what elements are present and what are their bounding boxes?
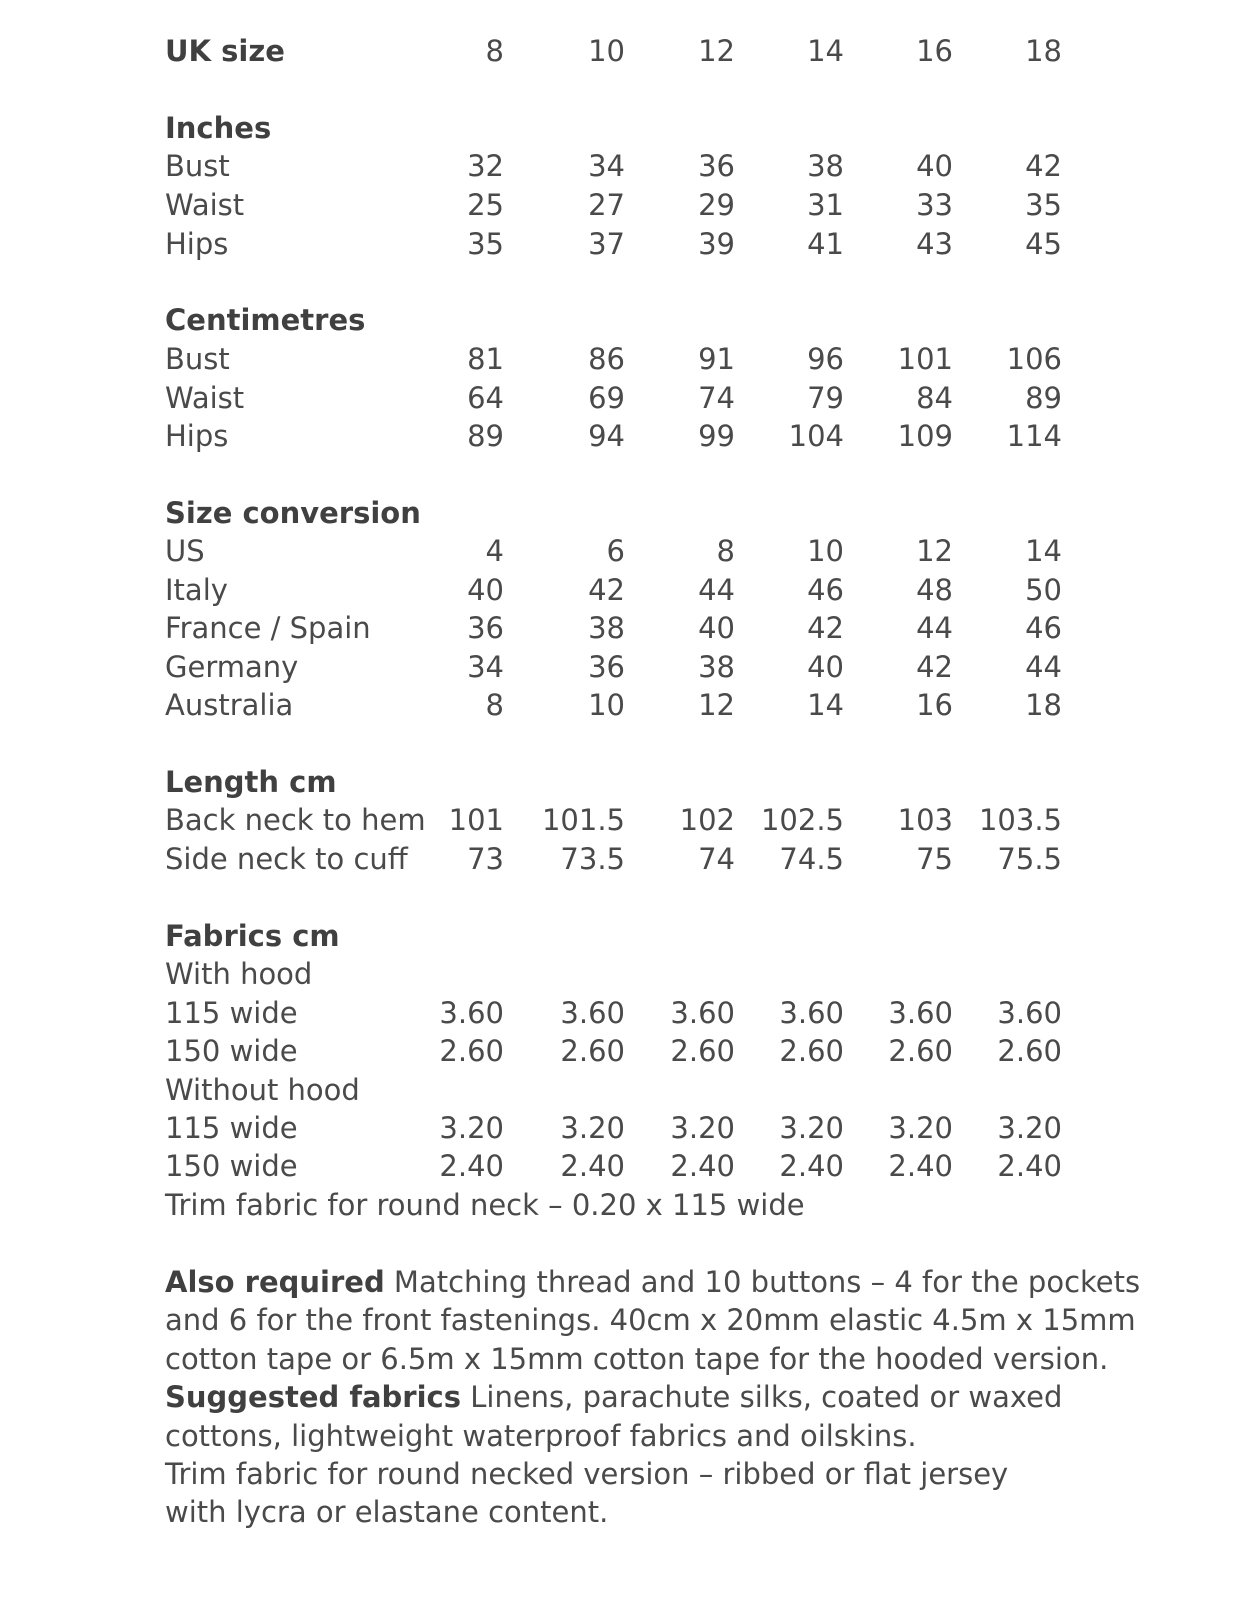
- trim-fabric-line: [165, 1455, 1105, 1494]
- row-label: Italy: [165, 573, 228, 607]
- row-label: US: [165, 534, 205, 568]
- size-value: 10: [588, 34, 625, 68]
- trim-fabric-line: [165, 1493, 1105, 1532]
- table-row: [0, 1147, 1240, 1186]
- cell-value: 2.40: [560, 1149, 625, 1183]
- table-row: [0, 147, 1240, 186]
- cell-value: 3.60: [560, 996, 625, 1030]
- cell-value: 2.40: [439, 1149, 504, 1183]
- cell-value: 35: [467, 227, 504, 261]
- inches-heading-row: [0, 109, 1240, 148]
- cell-value: 106: [1006, 342, 1062, 376]
- cell-value: 25: [467, 188, 504, 222]
- also-required-line: [165, 1340, 1109, 1379]
- cell-value: 114: [1006, 419, 1062, 453]
- suggested-fabrics-line: [165, 1417, 1105, 1456]
- also-required-line: [165, 1301, 1136, 1340]
- cell-value: 34: [588, 149, 625, 183]
- table-row: [0, 1109, 1240, 1148]
- cell-value: 94: [588, 419, 625, 453]
- cell-value: 2.60: [560, 1034, 625, 1068]
- cell-value: 2.60: [779, 1034, 844, 1068]
- cell-value: 99: [698, 419, 735, 453]
- cell-value: 96: [807, 342, 844, 376]
- also-required-label: Also required: [165, 1265, 385, 1299]
- cell-value: 38: [698, 650, 735, 684]
- cell-value: 12: [698, 688, 735, 722]
- cell-value: 6: [606, 534, 625, 568]
- cell-value: 81: [467, 342, 504, 376]
- cell-value: 40: [807, 650, 844, 684]
- length-heading: Length cm: [165, 765, 337, 799]
- table-row: [0, 994, 1240, 1033]
- cell-value: 14: [807, 688, 844, 722]
- cell-value: 79: [807, 381, 844, 415]
- inches-heading: Inches: [165, 111, 272, 145]
- cell-value: 31: [807, 188, 844, 222]
- cell-value: 103: [897, 803, 953, 837]
- also-required-text: and 6 for the front fastenings. 40cm x 20mm elastic 4.5m x 15mm: [165, 1303, 1136, 1337]
- cell-value: 37: [588, 227, 625, 261]
- cell-value: 42: [1025, 149, 1062, 183]
- size-value: 12: [698, 34, 735, 68]
- cell-value: 46: [1025, 611, 1062, 645]
- table-row: [0, 417, 1240, 456]
- cell-value: 2.40: [779, 1149, 844, 1183]
- table-row: [0, 532, 1240, 571]
- cell-value: 48: [916, 573, 953, 607]
- cell-value: 2.60: [997, 1034, 1062, 1068]
- cell-value: 102: [679, 803, 735, 837]
- cell-value: 29: [698, 188, 735, 222]
- suggested-fabrics-text: Linens, parachute silks, coated or waxed: [461, 1380, 1063, 1414]
- table-row: [0, 840, 1240, 879]
- cell-value: 40: [916, 149, 953, 183]
- without-hood-label: Without hood: [165, 1073, 360, 1107]
- size-value: 14: [807, 34, 844, 68]
- with-hood-row: [0, 955, 1240, 994]
- row-label: Waist: [165, 381, 245, 415]
- cell-value: 101.5: [541, 803, 625, 837]
- cell-value: 36: [588, 650, 625, 684]
- cell-value: 44: [1025, 650, 1062, 684]
- row-label: Bust: [165, 149, 230, 183]
- cell-value: 102.5: [760, 803, 844, 837]
- cell-value: 2.60: [670, 1034, 735, 1068]
- row-label: Side neck to cuff: [165, 842, 408, 876]
- cell-value: 101: [448, 803, 504, 837]
- trim-fabric-text: with lycra or elastane content.: [165, 1495, 609, 1529]
- cell-value: 34: [467, 650, 504, 684]
- fabrics-heading: Fabrics cm: [165, 919, 340, 953]
- trim-fabric-text: Trim fabric for round necked version – ribbed or flat jersey: [165, 1457, 1009, 1491]
- table-row: [0, 571, 1240, 610]
- cell-value: 8: [485, 688, 504, 722]
- cell-value: 42: [916, 650, 953, 684]
- cell-value: 91: [698, 342, 735, 376]
- cell-value: 3.60: [997, 996, 1062, 1030]
- cell-value: 33: [916, 188, 953, 222]
- row-label: Back neck to hem: [165, 803, 426, 837]
- cell-value: 75.5: [997, 842, 1062, 876]
- cell-value: 27: [588, 188, 625, 222]
- cell-value: 103.5: [978, 803, 1062, 837]
- cell-value: 44: [916, 611, 953, 645]
- cell-value: 89: [467, 419, 504, 453]
- row-label: 150 wide: [165, 1149, 298, 1183]
- cell-value: 2.40: [670, 1149, 735, 1183]
- cell-value: 3.60: [888, 996, 953, 1030]
- size-value: 8: [485, 34, 504, 68]
- cell-value: 74: [698, 381, 735, 415]
- cell-value: 14: [1025, 534, 1062, 568]
- uk-size-row: [0, 32, 1240, 71]
- suggested-fabrics-label: Suggested fabrics: [165, 1380, 462, 1414]
- cell-value: 12: [916, 534, 953, 568]
- cell-value: 73.5: [560, 842, 625, 876]
- cell-value: 38: [807, 149, 844, 183]
- cell-value: 104: [788, 419, 844, 453]
- without-hood-row: [0, 1071, 1240, 1110]
- cell-value: 36: [698, 149, 735, 183]
- row-label: 115 wide: [165, 1111, 298, 1145]
- suggested-fabrics-line: [165, 1378, 1105, 1417]
- row-label: Hips: [165, 227, 229, 261]
- cell-value: 43: [916, 227, 953, 261]
- cell-value: 8: [716, 534, 735, 568]
- cell-value: 3.20: [888, 1111, 953, 1145]
- length-heading-row: [0, 763, 1240, 802]
- table-row: [0, 648, 1240, 687]
- cell-value: 40: [698, 611, 735, 645]
- cell-value: 74: [698, 842, 735, 876]
- also-required-text: cotton tape or 6.5m x 15mm cotton tape for the hooded version.: [165, 1342, 1109, 1376]
- cell-value: 36: [467, 611, 504, 645]
- cell-value: 4: [485, 534, 504, 568]
- cell-value: 39: [698, 227, 735, 261]
- cell-value: 64: [467, 381, 504, 415]
- row-label: Hips: [165, 419, 229, 453]
- cell-value: 35: [1025, 188, 1062, 222]
- also-required-line: [165, 1263, 1141, 1302]
- cell-value: 38: [588, 611, 625, 645]
- cell-value: 50: [1025, 573, 1062, 607]
- table-row: [0, 801, 1240, 840]
- row-label: Bust: [165, 342, 230, 376]
- centimetres-heading: Centimetres: [165, 303, 366, 337]
- cell-value: 86: [588, 342, 625, 376]
- with-hood-label: With hood: [165, 957, 313, 991]
- cell-value: 42: [807, 611, 844, 645]
- row-label: 150 wide: [165, 1034, 298, 1068]
- cell-value: 3.60: [439, 996, 504, 1030]
- row-label: Australia: [165, 688, 294, 722]
- cell-value: 84: [916, 381, 953, 415]
- cell-value: 75: [916, 842, 953, 876]
- cell-value: 42: [588, 573, 625, 607]
- cell-value: 109: [897, 419, 953, 453]
- cell-value: 2.40: [997, 1149, 1062, 1183]
- conversion-heading: Size conversion: [165, 496, 421, 530]
- trim-note-row: [0, 1186, 1240, 1225]
- uk-size-label: UK size: [165, 34, 285, 68]
- cell-value: 44: [698, 573, 735, 607]
- cell-value: 89: [1025, 381, 1062, 415]
- row-label: Germany: [165, 650, 299, 684]
- centimetres-heading-row: [0, 301, 1240, 340]
- cell-value: 3.20: [439, 1111, 504, 1145]
- row-label: 115 wide: [165, 996, 298, 1030]
- cell-value: 3.20: [670, 1111, 735, 1145]
- cell-value: 45: [1025, 227, 1062, 261]
- table-row: [0, 186, 1240, 225]
- cell-value: 18: [1025, 688, 1062, 722]
- cell-value: 32: [467, 149, 504, 183]
- cell-value: 2.60: [888, 1034, 953, 1068]
- fabrics-heading-row: [0, 917, 1240, 956]
- trim-note: Trim fabric for round neck – 0.20 x 115 wide: [165, 1188, 805, 1222]
- cell-value: 40: [467, 573, 504, 607]
- cell-value: 69: [588, 381, 625, 415]
- size-value: 16: [916, 34, 953, 68]
- conversion-heading-row: [0, 494, 1240, 533]
- cell-value: 101: [897, 342, 953, 376]
- table-row: [0, 225, 1240, 264]
- table-row: [0, 340, 1240, 379]
- size-value: 18: [1025, 34, 1062, 68]
- cell-value: 46: [807, 573, 844, 607]
- table-row: [0, 686, 1240, 725]
- cell-value: 41: [807, 227, 844, 261]
- cell-value: 3.20: [779, 1111, 844, 1145]
- cell-value: 10: [807, 534, 844, 568]
- suggested-fabrics-text: cottons, lightweight waterproof fabrics and oilskins.: [165, 1419, 917, 1453]
- cell-value: 2.60: [439, 1034, 504, 1068]
- cell-value: 3.60: [779, 996, 844, 1030]
- also-required-text: Matching thread and 10 buttons – 4 for the pockets: [384, 1265, 1141, 1299]
- cell-value: 16: [916, 688, 953, 722]
- cell-value: 3.20: [997, 1111, 1062, 1145]
- table-row: [0, 1032, 1240, 1071]
- cell-value: 73: [467, 842, 504, 876]
- table-row: [0, 379, 1240, 418]
- row-label: Waist: [165, 188, 245, 222]
- cell-value: 3.20: [560, 1111, 625, 1145]
- cell-value: 2.40: [888, 1149, 953, 1183]
- cell-value: 10: [588, 688, 625, 722]
- table-row: [0, 609, 1240, 648]
- row-label: France / Spain: [165, 611, 371, 645]
- cell-value: 3.60: [670, 996, 735, 1030]
- cell-value: 74.5: [779, 842, 844, 876]
